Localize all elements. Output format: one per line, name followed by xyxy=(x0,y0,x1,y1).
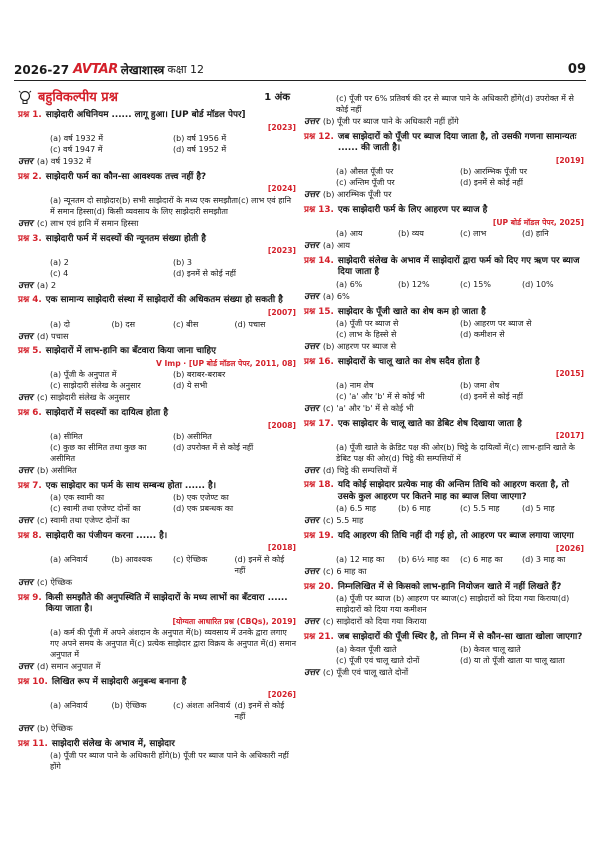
answer-line xyxy=(304,667,584,680)
question-item xyxy=(304,205,584,253)
question-item xyxy=(18,234,296,293)
question-item xyxy=(304,480,584,528)
question-source-tag: [2007] xyxy=(267,307,296,317)
option-item: (d) 10% xyxy=(522,279,554,289)
question-line xyxy=(304,419,584,431)
question-item xyxy=(304,632,584,679)
answer-label: उत्तर xyxy=(304,567,319,578)
question-number: प्रश्न 21. xyxy=(304,632,334,643)
answer-label: उत्तर xyxy=(18,724,33,735)
question-item xyxy=(18,677,296,736)
options-list xyxy=(18,492,296,514)
option-item: (a) अनिवार्य xyxy=(50,555,88,565)
option-item: (a) आय xyxy=(336,229,363,239)
option-item: (a) सीमित xyxy=(50,432,83,442)
question-item xyxy=(304,256,584,304)
question-number: प्रश्न 2. xyxy=(18,171,42,182)
question-text: साझेदार के पूँजी खाते का शेष कम हो जाता है xyxy=(337,306,486,317)
option-item: (b) 6 माह xyxy=(398,504,431,514)
question-text: साझेदारी का पंजीयन करना ...... है। xyxy=(45,530,168,541)
option-item: (b) ऐच्छिक xyxy=(111,701,147,711)
question-line xyxy=(304,480,584,503)
question-item xyxy=(304,357,584,416)
question-source-tag: [2019] xyxy=(555,155,584,165)
option-item: (c) लाभ xyxy=(460,229,487,239)
option-item: (b) व्यवसाय में उनके द्वारा लगाए गए अपने समय के अनुपात में xyxy=(50,628,287,649)
option-item: (d) इनमें से कोई नहीं xyxy=(460,391,523,401)
options-list xyxy=(304,228,584,239)
options-list xyxy=(18,750,296,772)
option-item: (d) एक प्रबन्धक का xyxy=(173,504,234,514)
question-text: यदि आहरण की तिथि नहीं दी गई हो, तो आहरण पर ब्याज लगाया जाएगा xyxy=(337,531,574,542)
question-number: प्रश्न 4. xyxy=(18,295,42,306)
question-item xyxy=(304,419,584,478)
question-line xyxy=(304,632,584,644)
option-item: (a) न्यूनतम दो साझेदार xyxy=(50,195,119,205)
option-item: (c) 15% xyxy=(460,279,491,289)
option-item: (a) एक स्वामी का xyxy=(50,493,105,503)
question-text: किसी समझौते की अनुपस्थिति में साझेदारों के मध्य लाभों का बँटवारा ...... किया जाता है। xyxy=(45,592,288,615)
answer-label: उत्तर xyxy=(18,516,33,527)
question-item xyxy=(18,739,296,773)
answer-label: उत्तर xyxy=(18,578,33,589)
options-list xyxy=(18,133,296,155)
question-text: साझेदारी अधिनियम ...... लागू हुआ। [UP बोर्ड मॉडल पेपर] xyxy=(45,110,246,120)
question-number: प्रश्न 5. xyxy=(18,346,42,357)
options-list xyxy=(18,195,296,217)
option-item: (b) वर्ष 1956 में xyxy=(173,134,227,144)
question-item xyxy=(304,582,584,629)
question-line xyxy=(18,346,296,358)
options-list xyxy=(18,319,296,330)
answer-value: (d) पचास xyxy=(36,330,69,341)
question-list-left xyxy=(18,110,296,772)
option-item: (d) इनमें से कोई नहीं xyxy=(234,555,285,576)
question-text: साझेदारों में लाभ-हानि का बँटवारा किया जाना चाहिए xyxy=(45,346,216,357)
page-number: 09 xyxy=(567,62,586,77)
answer-label: उत्तर xyxy=(304,291,319,302)
right-column xyxy=(304,90,584,679)
option-item: (a) 6.5 माह xyxy=(336,504,377,514)
question-number: प्रश्न 1. xyxy=(18,110,42,120)
question-line xyxy=(18,531,296,543)
left-column xyxy=(18,90,296,772)
question-line xyxy=(18,172,296,184)
question-number: प्रश्न 11. xyxy=(18,738,48,749)
option-item: (a) दो xyxy=(50,319,71,329)
options-list xyxy=(304,166,584,188)
answer-label: उत्तर xyxy=(304,403,319,414)
option-item: (c) अन्तिम पूँजी पर xyxy=(336,178,395,188)
answer-line xyxy=(18,465,296,478)
answer-line xyxy=(18,515,296,528)
question-source-tag: [2023] xyxy=(267,122,296,132)
option-item: (d) ये सभी xyxy=(173,381,208,391)
answer-line xyxy=(304,465,584,478)
question-source-tag: [UP बोर्ड मॉडल पेपर, 2025] xyxy=(492,217,584,227)
section-heading xyxy=(18,90,296,106)
options-list xyxy=(304,593,584,615)
answer-value: (c) 6 माह का xyxy=(322,566,367,577)
answer-line xyxy=(18,661,296,674)
question-text: साझेदारी फर्म में सदस्यों की न्यूनतम संख्या होती है xyxy=(45,233,206,244)
question-line xyxy=(18,481,296,493)
section-marks: 1 अंक xyxy=(264,92,290,104)
answer-line xyxy=(18,577,296,590)
option-item: (d) हानि xyxy=(522,229,549,239)
answer-label: उत्तर xyxy=(304,516,319,527)
answer-value: (c) 'a' और 'b' में से कोई भी xyxy=(322,402,414,413)
question-line xyxy=(304,307,584,319)
option-item: (b) केवल चालू खाते xyxy=(460,644,521,654)
question-source-tag: [2024] xyxy=(267,184,296,194)
answer-line xyxy=(304,616,584,629)
answer-value: (b) असीमित xyxy=(36,465,77,476)
option-item: (a) पूँजी खाते के क्रेडिट पक्ष की ओर xyxy=(336,442,444,452)
option-item: (a) केवल पूँजी खाते xyxy=(336,644,397,654)
answer-line xyxy=(18,331,296,344)
answer-label: उत्तर xyxy=(304,465,319,476)
question-number: प्रश्न 13. xyxy=(304,204,334,215)
answer-label: उत्तर xyxy=(18,280,33,291)
answer-value: (a) 6% xyxy=(322,290,350,301)
section-title: बहुविकल्पीय प्रश्न xyxy=(38,90,118,106)
question-number: प्रश्न 14. xyxy=(304,255,334,266)
option-item: (b) जमा शेष xyxy=(460,380,500,390)
options-list xyxy=(304,644,584,666)
answer-line xyxy=(304,189,584,202)
question-item xyxy=(18,531,296,590)
answer-value: (b) ऐच्छिक xyxy=(36,723,73,734)
page-header xyxy=(14,59,586,81)
question-item xyxy=(304,132,584,202)
option-item: (d) इनमें से कोई नहीं xyxy=(460,178,523,188)
answer-value: (b) आहरण पर ब्याज से xyxy=(322,341,397,352)
answer-label: उत्तर xyxy=(18,662,33,673)
option-item: (a) 2 xyxy=(50,257,69,267)
answer-line xyxy=(18,156,296,169)
answer-label: उत्तर xyxy=(304,617,319,628)
option-item: (c) प्रत्येक साझेदार द्वारा विक्रय के अनुपात में xyxy=(134,639,266,649)
question-source-tag: [2015] xyxy=(555,369,584,379)
answer-value: (a) वर्ष 1932 में xyxy=(36,156,92,167)
question-line xyxy=(18,234,296,246)
option-item: (d) कमीशन से xyxy=(460,330,505,340)
question-item xyxy=(18,110,296,169)
question-text: एक सामान्य साझेदारी संस्था में साझेदारों की अधिकतम संख्या हो सकती है xyxy=(45,295,283,306)
option-item: (b) असीमित xyxy=(173,432,212,442)
option-item: (b) बराबर-बराबर xyxy=(173,370,226,380)
answer-label: उत्तर xyxy=(18,466,33,477)
question-item xyxy=(18,172,296,231)
option-item: (c) बीस xyxy=(173,319,199,329)
question-line xyxy=(304,205,584,217)
question-line xyxy=(18,739,296,751)
question-source-tag: [2017] xyxy=(555,431,584,441)
option-item: (d) इनमें से कोई नहीं xyxy=(234,701,285,722)
question-line xyxy=(18,408,296,420)
question-source-tag: [2026] xyxy=(267,689,296,699)
brand-logo: AVTAR xyxy=(73,62,118,77)
option-item: (a) कर्म की पूँजी में अपने अंशदान के अनुपात में xyxy=(50,628,191,638)
option-item: (d) 3 माह का xyxy=(522,555,566,565)
option-item: (b) सभी साझेदारों के मध्य एक समझौता xyxy=(119,195,238,205)
question-number: प्रश्न 19. xyxy=(304,531,334,542)
lightbulb-icon xyxy=(18,90,32,106)
question-source-tag: [योग्यता आधारित प्रश्न (CBQs), 2019] xyxy=(172,616,296,626)
option-item: (c) 6 माह का xyxy=(460,555,503,565)
option-item: (c) 5.5 माह xyxy=(460,504,500,514)
answer-value: (a) आय xyxy=(322,240,350,251)
question-line xyxy=(18,593,296,616)
question-text: लिखित रूप में साझेदारी अनुबन्ध बनाना है xyxy=(51,677,187,688)
options-list xyxy=(304,503,584,514)
option-item: (c) कुछ का सीमित तथा कुछ का असीमित xyxy=(50,443,147,464)
question-item xyxy=(18,408,296,478)
question-number: प्रश्न 18. xyxy=(304,480,334,491)
option-item: (d) या तो पूँजी खाता या चालू खाता xyxy=(460,655,565,665)
option-item: (a) औसत पूँजी पर xyxy=(336,167,394,177)
question-item xyxy=(18,481,296,528)
answer-value: (a) 2 xyxy=(36,279,57,290)
answer-value: (c) साझेदारों को दिया गया किराया xyxy=(322,616,427,627)
option-item: (c) पूँजी एवं चालू खाते दोनों xyxy=(336,655,420,665)
question-text: साझेदारी फर्म का कौन-सा आवश्यक तत्त्व नहीं है? xyxy=(45,171,207,182)
answer-line xyxy=(304,341,584,354)
question-number: प्रश्न 10. xyxy=(18,677,48,688)
question-text: साझेदारों के चालू खाते का शेष सदैव होता है xyxy=(337,356,480,367)
option-item: (d) 5 माह xyxy=(522,504,555,514)
question-number: प्रश्न 8. xyxy=(18,530,42,541)
option-item: (c) 'a' और 'b' में से कोई भी xyxy=(336,391,425,401)
question-text: एक साझेदारी फर्म के लिए आहरण पर ब्याज है xyxy=(337,204,488,215)
options-list xyxy=(304,554,584,565)
question-line xyxy=(18,295,296,307)
question-item xyxy=(304,307,584,354)
option-item: (c) ऐच्छिक xyxy=(173,555,208,565)
options-list xyxy=(18,431,296,464)
question-item xyxy=(18,346,296,405)
answer-line xyxy=(304,403,584,416)
option-item: (b) दस xyxy=(111,319,136,329)
options-list xyxy=(18,627,296,660)
header-year: 2026-27 xyxy=(14,62,70,77)
answer-value: (c) 5.5 माह xyxy=(322,515,364,526)
question-text: साझेदारी संलेख के अभाव में साझेदारों द्वारा फर्म को दिए गए ऋण पर ब्याज दिया जाता है xyxy=(337,255,580,278)
option-item: (a) पूँजी पर ब्याज (b) आहरण पर ब्याज xyxy=(336,594,457,604)
answer-line xyxy=(304,515,584,528)
answer-value: (d) समान अनुपात में xyxy=(36,661,101,672)
answer-label: उत्तर xyxy=(18,393,33,404)
options-list xyxy=(304,318,584,340)
option-item: (c) लाभ एवं हानि में समान हिस्सा xyxy=(50,195,292,216)
question-line xyxy=(304,357,584,369)
answer-label: उत्तर xyxy=(304,117,319,127)
question-number: प्रश्न 7. xyxy=(18,480,42,491)
options-list xyxy=(18,257,296,279)
option-item: (b) 3 xyxy=(173,257,192,267)
question-text: जब साझेदारों की पूँजी स्थिर है, तो निम्न में से कौन-सा खाता खोला जाएगा? xyxy=(337,632,583,643)
question-text: एक साझेदार के चालू खाते का डेबिट शेष दिखाया जाता है xyxy=(337,418,522,429)
option-item: (b) आवश्यक xyxy=(111,555,153,565)
question-line xyxy=(18,677,296,689)
answer-line xyxy=(18,392,296,405)
question-source-tag: [2023] xyxy=(267,246,296,256)
header-class: कक्षा 12 xyxy=(167,63,205,76)
answer-value: (d) चिट्ठे की सम्पत्तियों में xyxy=(322,464,397,475)
answer-line xyxy=(18,723,296,736)
option-item: (b) 12% xyxy=(398,279,430,289)
question-source-tag: [2008] xyxy=(267,420,296,430)
answer-label: उत्तर xyxy=(304,342,319,353)
options-list xyxy=(304,442,584,464)
answer-label: उत्तर xyxy=(304,241,319,252)
question-item xyxy=(18,295,296,343)
question-source-tag: [2026] xyxy=(555,543,584,553)
answer-line xyxy=(304,566,584,579)
answer-value: (c) साझेदारी संलेख के अनुसार xyxy=(36,392,130,403)
question-number: प्रश्न 9. xyxy=(18,592,42,603)
answer-value: (c) लाभ एवं हानि में समान हिस्सा xyxy=(36,217,139,228)
question-line xyxy=(18,110,296,122)
option-item: (d) वर्ष 1952 में xyxy=(173,145,227,155)
question-number: प्रश्न 12. xyxy=(304,131,334,142)
answer-line xyxy=(304,240,584,253)
option-item: (b) 6½ माह का xyxy=(398,555,450,565)
option-item: (d) उपरोक्त में से कोई नहीं xyxy=(336,94,574,114)
option-item: (c) साझेदारों को दिया गया किराया xyxy=(456,594,558,604)
answer-line xyxy=(304,116,584,129)
options-list xyxy=(304,93,584,115)
options-list xyxy=(304,279,584,290)
question-number: प्रश्न 6. xyxy=(18,407,42,418)
question-item xyxy=(304,93,584,129)
answer-label: उत्तर xyxy=(304,190,319,201)
option-item: (a) नाम शेष xyxy=(336,380,374,390)
option-item: (d) समान अनुपात में xyxy=(50,639,297,660)
question-line xyxy=(304,531,584,543)
option-item: (c) साझेदारी संलेख के अनुसार xyxy=(50,381,141,391)
answer-label: उत्तर xyxy=(18,157,33,168)
answer-line xyxy=(18,218,296,231)
question-text: साझेदारों में सदस्यों का दायित्व होता है xyxy=(45,407,169,418)
option-item: (d) किसी व्यवसाय के लिए साझेदारी समझौता xyxy=(93,206,228,216)
question-item xyxy=(304,531,584,579)
option-item: (d) उपरोक्त में से कोई नहीं xyxy=(173,443,254,453)
option-item: (a) पूँजी पर ब्याज से xyxy=(336,319,399,329)
question-text: एक साझेदार का फर्म के साथ सम्बन्ध होता ...... है। xyxy=(45,480,217,491)
option-item: (c) लाभ-हानि खाते के डेबिट पक्ष की ओर xyxy=(336,442,575,463)
option-item: (b) चिट्ठे के दायित्वों में xyxy=(443,442,509,452)
option-item: (c) वर्ष 1947 में xyxy=(50,145,103,155)
question-text: जब साझेदारों को पूँजी पर ब्याज दिया जाता है, तो उसकी गणना सामान्यतः ...... की जाती है। xyxy=(337,131,577,154)
option-item: (a) पूँजी पर ब्याज पाने के अधिकारी होंगे xyxy=(50,751,170,761)
question-line xyxy=(304,256,584,279)
answer-value: (c) स्वामी तथा एजेण्ट दोनों का xyxy=(36,515,130,526)
question-text: निम्नलिखित में से किसको लाभ-हानि नियोजन खाते में नहीं लिखते हैं? xyxy=(337,581,562,592)
option-item: (b) आरम्भिक पूँजी पर xyxy=(460,167,528,177)
header-subject: लेखाशास्त्र xyxy=(120,63,165,77)
option-item: (a) 12 माह का xyxy=(336,555,385,565)
question-source-tag: V Imp · [UP बोर्ड मॉडल पेपर, 2011, 08] xyxy=(155,358,296,368)
answer-label: उत्तर xyxy=(18,218,33,229)
answer-value: (c) पूँजी एवं चालू खाते दोनों xyxy=(322,666,409,677)
options-list xyxy=(18,554,296,576)
question-source-tag: [2018] xyxy=(267,543,296,553)
answer-value: (c) ऐच्छिक xyxy=(36,577,73,588)
answer-value: (b) पूँजी पर ब्याज पाने के अधिकारी नहीं होंगे xyxy=(322,116,459,126)
question-number: प्रश्न 20. xyxy=(304,581,334,592)
question-line xyxy=(304,132,584,155)
option-item: (d) चिट्ठे की सम्पत्तियों में xyxy=(388,453,461,463)
option-item: (d) पचास xyxy=(234,319,266,329)
question-text: साझेदारी संलेख के अभाव में, साझेदार xyxy=(51,738,175,749)
option-item: (d) साझेदारों को दिया गया कमीशन xyxy=(336,594,570,615)
option-item: (d) इनमें से कोई नहीं xyxy=(173,268,236,278)
answer-label: उत्तर xyxy=(18,331,33,342)
option-item: (c) 4 xyxy=(50,268,69,278)
option-item: (a) 6% xyxy=(336,279,363,289)
question-number: प्रश्न 16. xyxy=(304,356,334,367)
option-item: (b) व्यय xyxy=(398,229,424,239)
options-list xyxy=(18,369,296,391)
option-item: (b) आहरण पर ब्याज से xyxy=(460,319,532,329)
question-list-right xyxy=(304,93,584,679)
option-item: (b) पूँजी पर ब्याज पाने के अधिकारी नहीं होंगे xyxy=(50,751,289,772)
option-item: (c) पूँजी पर 6% प्रतिवर्ष की दर से ब्याज पाने के अधिकारी होंगे xyxy=(336,94,522,103)
option-item: (b) एक एजेण्ट का xyxy=(173,493,229,503)
option-item: (c) लाभ के हिस्से से xyxy=(336,330,397,340)
answer-value: (b) आरम्भिक पूँजी पर xyxy=(322,189,392,200)
question-number: प्रश्न 15. xyxy=(304,306,334,317)
options-list xyxy=(18,700,296,722)
question-number: प्रश्न 17. xyxy=(304,418,334,429)
option-item: (c) स्वामी तथा एजेण्ट दोनों का xyxy=(50,504,141,514)
question-number: प्रश्न 3. xyxy=(18,233,42,244)
answer-line xyxy=(18,280,296,293)
answer-line xyxy=(304,291,584,304)
options-list xyxy=(304,380,584,402)
answer-label: उत्तर xyxy=(304,667,319,678)
question-line xyxy=(304,582,584,594)
question-text: यदि कोई साझेदार प्रत्येक माह की अन्तिम तिथि को आहरण करता है, तो उसके कुल आहरण पर कितने माह का ब्याज लिया जाएगा? xyxy=(337,480,569,502)
option-item: (a) वर्ष 1932 में xyxy=(50,134,103,144)
option-item: (a) अनिवार्य xyxy=(50,701,88,711)
option-item: (c) अंशतः अनिवार्य xyxy=(173,701,231,711)
question-item xyxy=(18,593,296,674)
option-item: (a) पूँजी के अनुपात में xyxy=(50,370,117,380)
